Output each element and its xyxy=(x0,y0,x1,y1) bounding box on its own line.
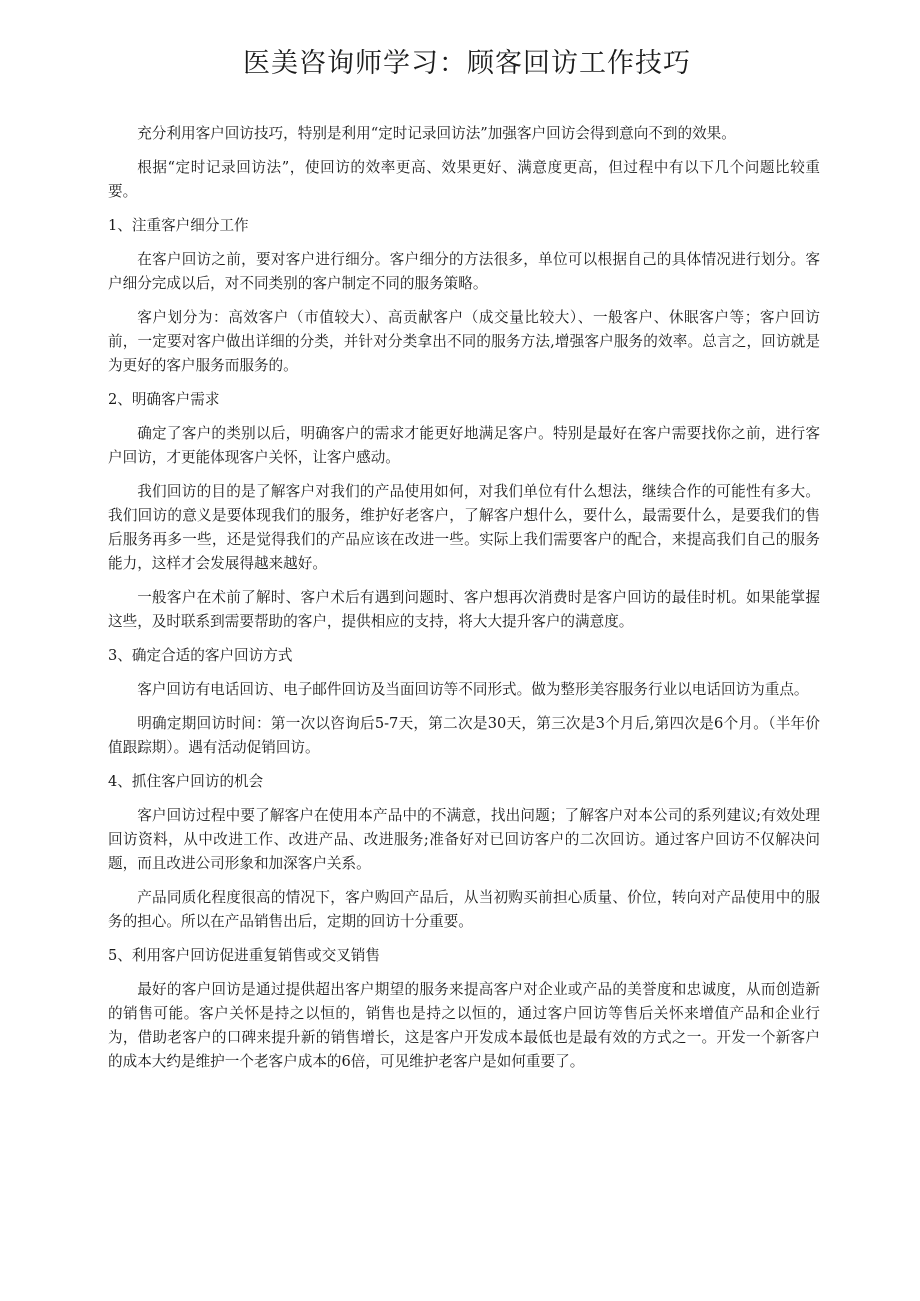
section-2-heading: 2、明确客户需求 xyxy=(108,391,220,408)
section-2-paragraph-2: 我们回访的目的是了解客户对我们的产品使用如何，对我们单位有什么想法，继续合作的可能性有多大。我们回访的意义是要体现我们的服务，维护好老客户，了解客户想什么，要什么，最需要什么，是要我们的售后服务再多一些，还是觉得我们的产品应该在改进一些。实际上我们需要客户的配合，来提高我们自己的服务能力，这样才会发展得越来越好。 xyxy=(108,483,820,572)
intro-paragraph-2: 根据“定时记录回访法”，使回访的效率更高、效果更好、满意度更高，但过程中有以下几个问题比较重要。 xyxy=(108,159,820,200)
section-5-paragraph-1: 最好的客户回访是通过提供超出客户期望的服务来提高客户对企业或产品的美誉度和忠诚度，从而创造新的销售可能。客户关怀是持之以恒的，销售也是持之以恒的，通过客户回访等售后关怀来增值产品和企业行为，借助老客户的口碑来提升新的销售增长，这是客户开发成本最低也是最有效的方式之一。开发一个新客户的成本大约是维护一个老客户成本的6倍，可见维护老客户是如何重要了。 xyxy=(108,981,820,1070)
section-3-heading: 3、确定合适的客户回访方式 xyxy=(108,647,293,664)
section-5-heading: 5、利用客户回访促进重复销售或交叉销售 xyxy=(108,947,380,964)
section-1-heading: 1、注重客户细分工作 xyxy=(108,217,249,234)
section-2-paragraph-1: 确定了客户的类别以后，明确客户的需求才能更好地满足客户。特别是最好在客户需要找你之前，进行客户回访，才更能体现客户关怀，让客户感动。 xyxy=(108,425,820,466)
intro-paragraph-1: 充分利用客户回访技巧，特别是利用“定时记录回访法”加强客户回访会得到意向不到的效果。 xyxy=(137,125,736,142)
section-1-paragraph-2: 客户划分为：高效客户（市值较大）、高贡献客户（成交量比较大）、一般客户、休眠客户等；客户回访前，一定要对客户做出详细的分类，并针对分类拿出不同的服务方法,增强客户服务的效率。总言之，回访就是为更好的客户服务而服务的。 xyxy=(108,309,820,374)
section-3-paragraph-2: 明确定期回访时间：第一次以咨询后5-7天，第二次是30天，第三次是3个月后,第四次是6个月。（半年价值跟踪期）。遇有活动促销回访。 xyxy=(108,715,820,756)
section-2-paragraph-3: 一般客户在术前了解时、客户术后有遇到问题时、客户想再次消费时是客户回访的最佳时机。如果能掌握这些，及时联系到需要帮助的客户，提供相应的支持，将大大提升客户的满意度。 xyxy=(108,589,820,630)
section-4-heading: 4、抓住客户回访的机会 xyxy=(108,773,264,790)
section-4-paragraph-1: 客户回访过程中要了解客户在使用本产品中的不满意，找出问题；了解客户对本公司的系列建议;有效处理回访资料，从中改进工作、改进产品、改进服务;准备好对已回访客户的二次回访。通过客户回访不仅解决问题，而且改进公司形象和加深客户关系。 xyxy=(108,807,820,872)
section-4-paragraph-2: 产品同质化程度很高的情况下，客户购回产品后，从当初购买前担心质量、价位，转向对产品使用中的服务的担心。所以在产品销售出后，定期的回访十分重要。 xyxy=(108,889,820,930)
document-title: 医美咨询师学习：顾客回访工作技巧 xyxy=(243,48,691,79)
section-1-paragraph-1: 在客户回访之前，要对客户进行细分。客户细分的方法很多，单位可以根据自己的具体情况进行划分。客户细分完成以后，对不同类别的客户制定不同的服务策略。 xyxy=(108,251,820,292)
section-3-paragraph-1: 客户回访有电话回访、电子邮件回访及当面回访等不同形式。做为整形美容服务行业以电话回访为重点。 xyxy=(137,681,809,698)
